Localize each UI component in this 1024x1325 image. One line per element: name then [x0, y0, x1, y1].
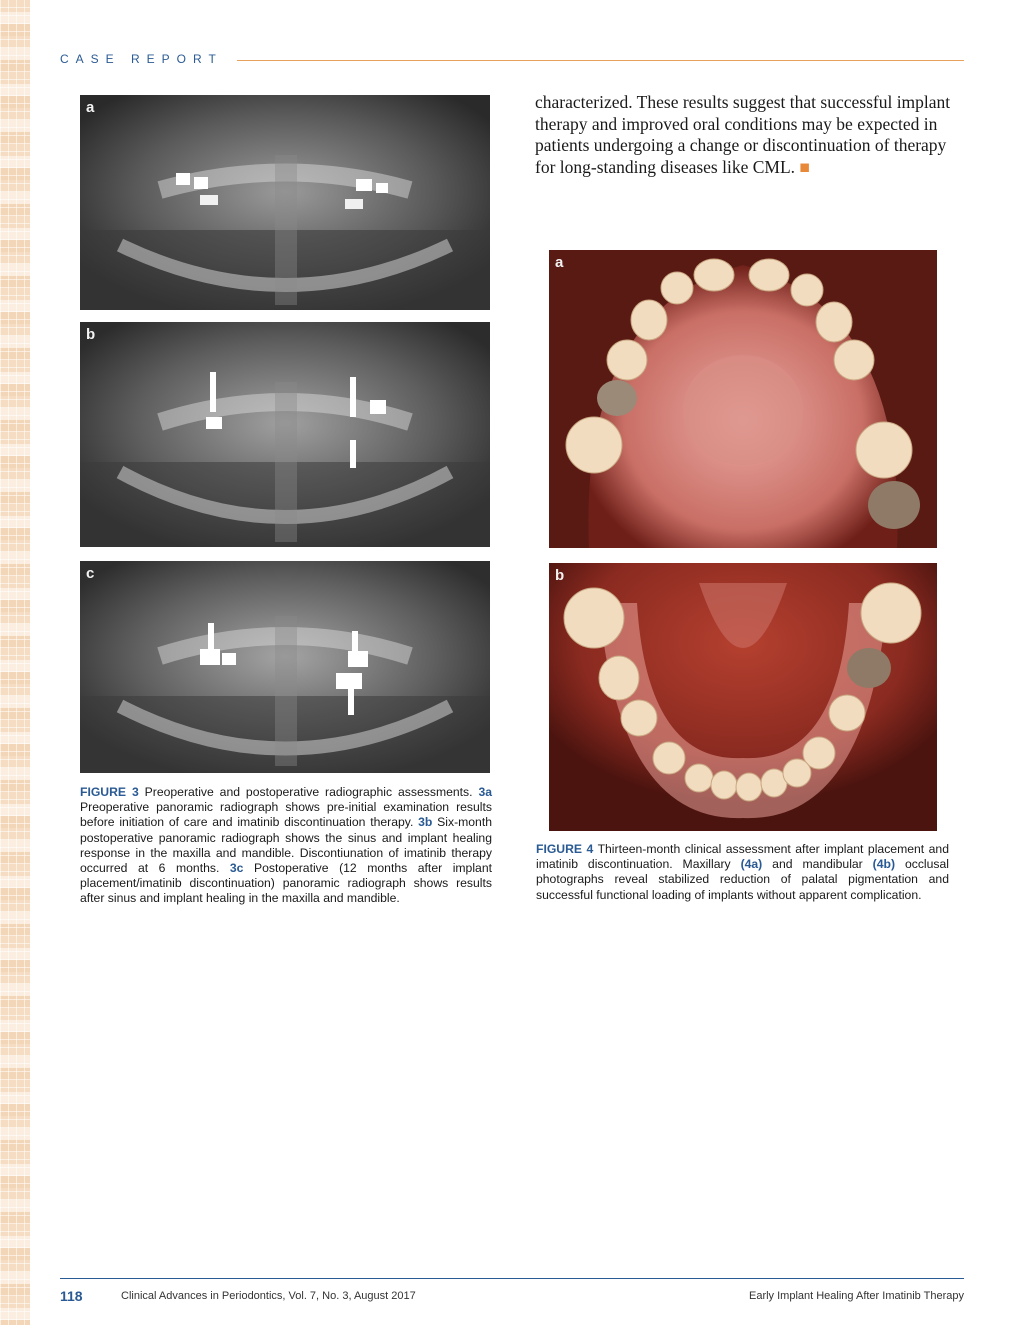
article-short-title: Early Implant Healing After Imatinib Therapy [748, 1290, 964, 1302]
body-paragraph [535, 92, 965, 178]
figure3-panel-a [80, 95, 490, 310]
panoramic-radiograph-c [80, 561, 490, 773]
figure4-ref-b: (4b) [872, 857, 896, 872]
journal-citation: Clinical Advances in Periodontics, Vol. 7, No. 3, August 2017 [121, 1290, 416, 1302]
mandibular-occlusal-photo [549, 563, 937, 831]
figure4-text-1: Thirteen-month clinical assessment after implant placement and imatinib discontinuation. Maxillary [536, 842, 949, 872]
panoramic-radiograph-b [80, 322, 490, 547]
figure3-text-c: Postoperative (12 months after implant placement/imatinib discontinuation) panoramic radiograph shows results after sinus and implant healing in the maxilla and mandible. [80, 861, 492, 906]
body-paragraph-text: characterized. These results suggest that successful implant therapy and improved oral conditions may be expected in patients undergoing a change or discontinuation of therapy for long-standing diseases like CML. [535, 92, 951, 177]
figure4-caption [536, 842, 949, 903]
panel-letter-c: c [86, 565, 95, 582]
figure4-text-3: occlusal photographs reveal stabilized reduction of palatal pigmentation and successful functional loading of implants without apparent complication. [536, 857, 949, 902]
figure4-text-2: and mandibular [762, 857, 873, 872]
panel-letter-4b: b [555, 567, 565, 584]
figure3-caption [80, 785, 492, 907]
decorative-margin-mosaic [0, 0, 30, 1325]
figure3-text-a: Preoperative panoramic radiograph shows pre-initial examination results before initiation of care and imatinib discontinuation therapy. [80, 800, 492, 830]
footer-rule [60, 1278, 964, 1279]
figure4-label: FIGURE 4 [536, 842, 594, 856]
running-head: CASE REPORT [60, 52, 223, 66]
figure3-intro: Preoperative and postoperative radiographic assessments. [138, 785, 479, 799]
panel-letter-4a: a [555, 254, 564, 271]
figure3-ref-b: 3b [418, 815, 433, 830]
figure4-ref-a: (4a) [740, 857, 763, 872]
figure3-panel-b [80, 322, 490, 547]
figure3-label: FIGURE 3 [80, 785, 139, 799]
page-number: 118 [60, 1288, 83, 1304]
figure3-panel-c [80, 561, 490, 773]
end-of-article-mark: ■ [799, 156, 810, 177]
figure3-ref-c: 3c [229, 861, 244, 876]
figure3-ref-a: 3a [478, 785, 492, 799]
figure3-text-b: Six-month postoperative panoramic radiograph shows the sinus and implant healing response in the maxilla and mandible. Discontiunation of imatinib therapy occurred at 6 months. [80, 815, 492, 876]
figure4-panel-b [549, 563, 937, 831]
panel-letter-a: a [86, 99, 95, 116]
maxillary-occlusal-photo [549, 250, 937, 548]
figure4-panel-a [549, 250, 937, 548]
panoramic-radiograph-a [80, 95, 490, 310]
header-rule [237, 60, 964, 61]
panel-letter-b: b [86, 326, 96, 343]
